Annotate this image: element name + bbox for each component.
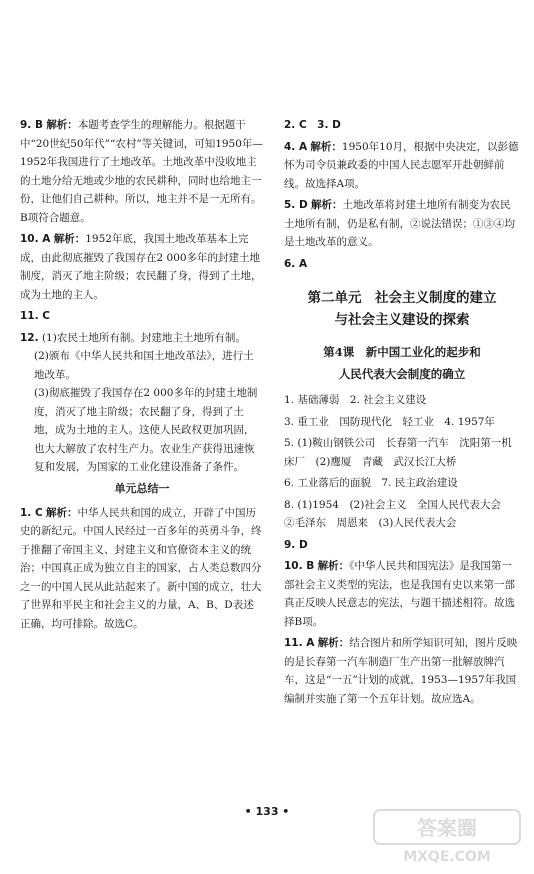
right-column — [284, 116, 520, 711]
answer-9: 9. B 解析：本题考查学生的理解能力。根据题干中“20世纪50年代”“农村”等关键词，可知1950年—1952年我国进行了土地改革。土地改革中没收地主的土地分给无地或少地的农民耕种，同时也给地主一份，让他们自己耕种。所以，地主并不是一无所有。B项符合题意。 — [20, 119, 263, 224]
page-number: • 133 • — [244, 805, 290, 818]
unit-answer-1: 1. C 解析：中华人民共和国的成立，开辟了中国历史的新纪元。中国人民经过一百多年的英勇斗争，终于推翻了帝国主义、封建主义和官僚资本主义的统治；中国真正成为独立自主的国家，占人类总数四分之一的中国人民从此站起来了。新中国的成立，壮大了世界和平民主和社会主义的力量，A、B、D表述正确，均可排除。故选C。 — [20, 506, 262, 630]
section-title: 单元总结一 — [114, 481, 170, 495]
watermark-logo — [372, 806, 522, 866]
lesson-answer-10: 10. B 解析：《中华人民共和国宪法》是我国第一部社会主义类型的宪法，也是我国有史以来第一部真正反映人民意志的宪法，与题干描述相符。故选择B项。 — [284, 560, 515, 628]
answer-2-3: 2. C 3. D — [284, 119, 341, 131]
lesson-answer-11: 11. A 解析：结合图片和所学知识可知，图片反映的是长春第一汽车制造厂生产出第一批解放牌汽车，这是“一五”计划的成就，1953—1957年我国编制并实施了第一个五年计划。故应选A。 — [284, 637, 518, 705]
answer-10: 10. A 解析：1952年底，我国土地改革基本上完成，由此彻底摧毁了我国存在2 000多年的封建土地制度，消灭了地主阶级；农民翻了身，得到了土地，成为土地的主人。 — [20, 233, 262, 301]
lesson-answer-5: 5. (1)鞍山钢铁公司 长春第一汽车 沈阳第一机床厂 (2)鹰厦 青藏 武汉长江大桥 — [284, 437, 512, 468]
lesson-answer-3-4: 3. 重工业 国防现代化 轻工业 4. 1957年 — [284, 415, 495, 428]
left-column — [20, 116, 264, 636]
lesson-answer-9: 9. D — [284, 538, 308, 551]
answer-12: 12. (1)农民土地所有制。封建地主土地所有制。 (2)颁布《中华人民共和国土地改革法》，进行土地改革。 (3)彻底摧毁了我国存在2 000多年的封建土地制度，消灭了地主阶级；农民翻了身，得到了土地，成为土地的主人。这使人民政权更加巩固，也大大解放了农村生产力。农业生产获得迅速恢复和发展，为国家的工业化建设准备了条件。 — [20, 331, 258, 473]
svg-text:答案圈: 答案圈 — [417, 816, 477, 840]
answer-5: 5. D 解析：土地改革将封建土地所有制变为农民土地所有制，仍是私有制，②说法错误；①③④均是土地改革的意义。 — [284, 199, 515, 248]
answer-11: 11. C — [20, 310, 50, 322]
unit-title: 第二单元 社会主义制度的建立 与社会主义建设的探索 — [307, 290, 497, 328]
lesson-answer-6-7: 6. 工业落后的面貌 7. 民主政治建设 — [284, 477, 458, 489]
svg-text:MXQE.COM: MXQE.COM — [403, 849, 491, 865]
lesson-answer-8: 8. (1)1954 (2)社会主义 全国人民代表大会 ②毛泽东 周恩来 (3)人民代表大会 — [284, 498, 512, 529]
answer-4: 4. A 解析：1950年10月，根据中央决定，以彭德怀为司令员兼政委的中国人民志愿军开赴朝鲜前线。故选择A项。 — [284, 140, 519, 190]
answer-6: 6. A — [284, 257, 308, 270]
lesson-title: 第4课 新中国工业化的起步和 人民代表大会制度的确立 — [323, 345, 481, 381]
lesson-answer-1-2: 1. 基础薄弱 2. 社会主义建设 — [284, 394, 427, 406]
